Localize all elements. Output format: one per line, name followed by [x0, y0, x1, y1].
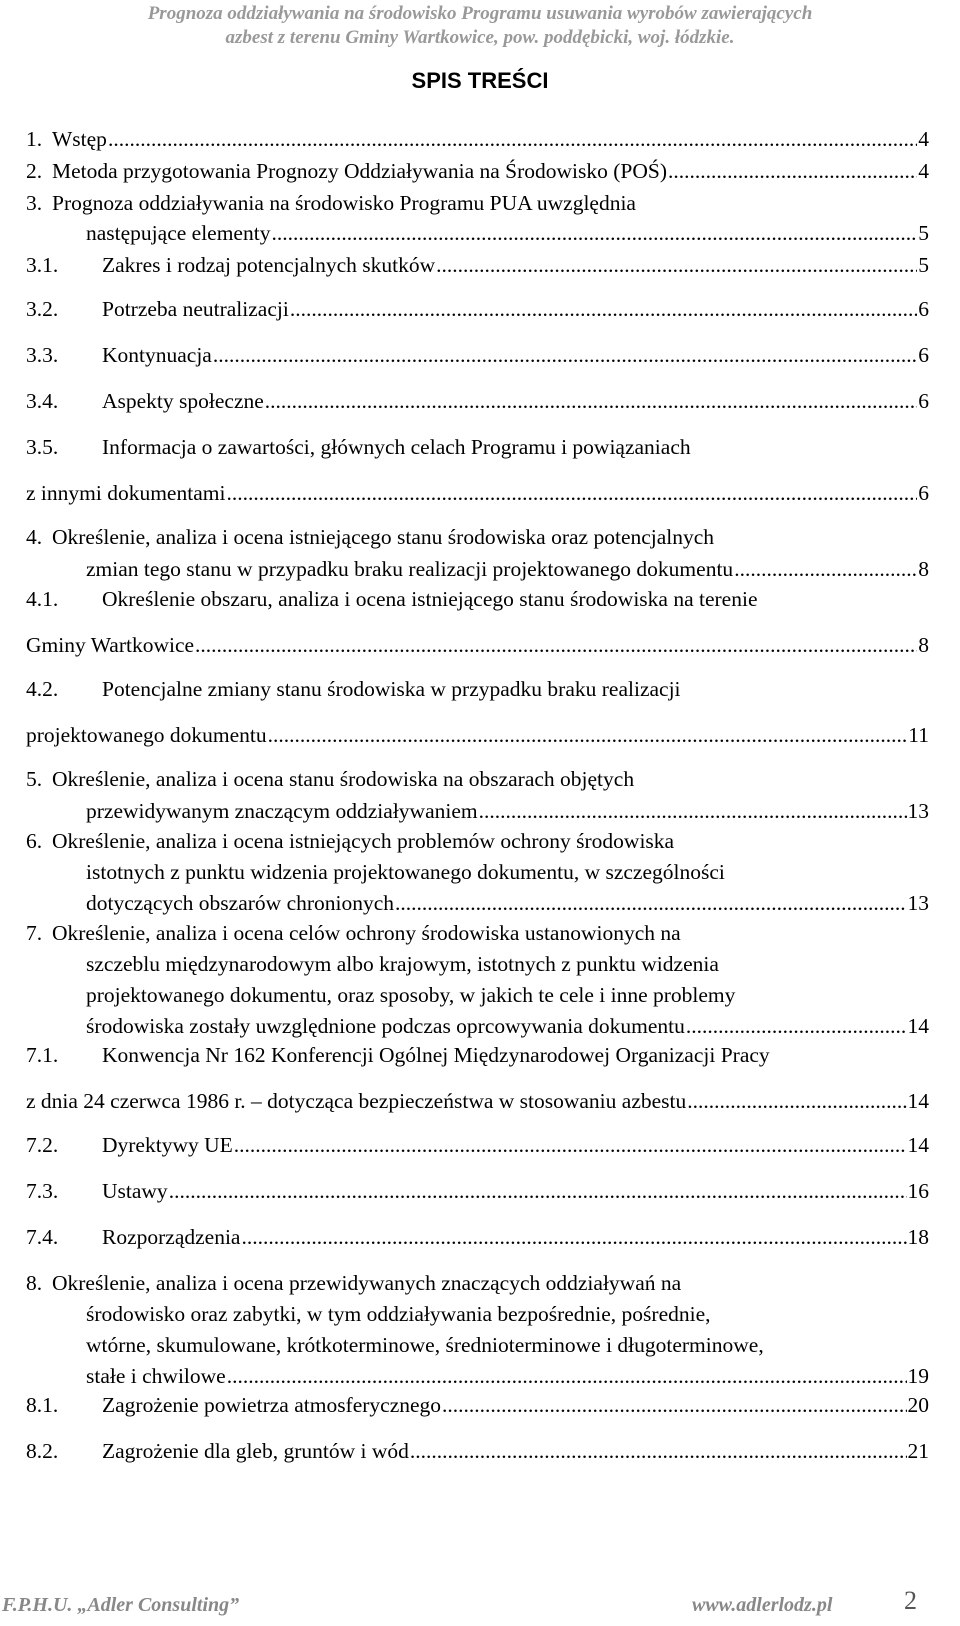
toc-entry-page: 11: [908, 723, 929, 747]
toc-entry-page: 16: [907, 1179, 929, 1203]
toc-dot-leader: [108, 124, 917, 154]
toc-entry-number: 3.: [26, 191, 43, 215]
toc-dot-leader: [436, 250, 917, 280]
toc-dot-leader: [195, 630, 917, 660]
toc-entry-title: środowiska zostały uwzględnione podczas oprcowywania dokumentu: [86, 1014, 685, 1038]
toc-dot-leader: [734, 554, 917, 584]
footer-website: www.adlerlodz.pl: [692, 1594, 833, 1616]
toc-entry-page: 8: [918, 633, 929, 657]
toc-entry-number: 6.: [26, 829, 43, 853]
toc-entry-number: 5.: [26, 767, 43, 791]
toc-entry-number: 8.: [26, 1271, 43, 1295]
toc-entry-number: 3.3.: [26, 343, 59, 367]
toc-entry-title: Kontynuacja: [102, 343, 212, 367]
toc-entry-title: Informacja o zawartości, głównych celach Programu i powiązaniach: [102, 435, 691, 459]
toc-entry-page: 21: [907, 1439, 929, 1463]
page-footer: [0, 1586, 960, 1626]
toc-entry-title: z dnia 24 czerwca 1986 r. – dotycząca bezpieczeństwa w stosowaniu azbestu: [26, 1089, 687, 1113]
toc-entry-title: Określenie, analiza i ocena celów ochrony środowiska ustanowionych na: [52, 921, 681, 945]
toc-entry-title: Aspekty społeczne: [102, 389, 264, 413]
toc-entry-page: 20: [907, 1393, 929, 1417]
toc-entry-page: 5: [918, 253, 929, 277]
toc-entry-number: 4.1.: [26, 587, 59, 611]
footer-page-number: 2: [904, 1586, 917, 1615]
toc-entry-page: 19: [907, 1364, 929, 1388]
toc-entry-number: 7.4.: [26, 1225, 59, 1249]
toc-entry-title: następujące elementy: [86, 221, 271, 245]
toc-entry-page: 8: [918, 557, 929, 581]
toc-entry-title: Zagrożenie dla gleb, gruntów i wód: [102, 1439, 409, 1463]
toc-dot-leader: [271, 218, 917, 248]
toc-entry-page: 13: [907, 891, 929, 915]
toc-entry-title: Gminy Wartkowice: [26, 633, 195, 657]
toc-entry-title: wtórne, skumulowane, krótkoterminowe, średnioterminowe i długoterminowe,: [86, 1333, 764, 1357]
toc-dot-leader: [241, 1222, 906, 1252]
toc-entry-title: Określenie, analiza i ocena stanu środowiska na obszarach objętych: [52, 767, 635, 791]
toc-dot-leader: [213, 340, 917, 370]
toc-entry-title: Określenie, analiza i ocena istniejącego stanu środowiska oraz potencjalnych: [52, 525, 715, 549]
toc-entry-title: projektowanego dokumentu: [26, 723, 267, 747]
toc-dot-leader: [290, 294, 917, 324]
toc-dot-leader: [268, 720, 908, 750]
toc-entry-title: Ustawy: [102, 1179, 168, 1203]
toc-entry-title: Potrzeba neutralizacji: [102, 297, 289, 321]
toc-dot-leader: [265, 386, 917, 416]
toc-entry-title: istotnych z punktu widzenia projektowanego dokumentu, w szczególności: [86, 860, 725, 884]
toc-entry-page: 4: [918, 127, 929, 151]
toc-entry-page: 14: [907, 1133, 929, 1157]
toc-entry-number: 7.3.: [26, 1179, 59, 1203]
toc-entry-title: Zagrożenie powietrza atmosferycznego: [102, 1393, 442, 1417]
toc-entry-page: 6: [918, 389, 929, 413]
toc-entry-page: 18: [907, 1225, 929, 1249]
toc-entry-number: 7.2.: [26, 1133, 59, 1157]
footer-company: F.P.H.U. „Adler Consulting”: [2, 1594, 240, 1616]
running-header: [0, 2, 960, 50]
toc-entry-title: przewidywanym znaczącym oddziaływaniem: [86, 799, 478, 823]
toc-entry-title: środowisko oraz zabytki, w tym oddziaływania bezpośrednie, pośrednie,: [86, 1302, 711, 1326]
toc-entry-number: 4.2.: [26, 677, 59, 701]
toc-entry-title: stałe i chwilowe: [86, 1364, 226, 1388]
toc-entry-page: 14: [907, 1014, 929, 1038]
toc-entry-number: 4.: [26, 525, 43, 549]
toc-entry-number: 3.1.: [26, 253, 59, 277]
toc-entry-title: dotyczących obszarów chronionych: [86, 891, 395, 915]
toc-entry-title: Rozporządzenia: [102, 1225, 241, 1249]
toc-dot-leader: [668, 156, 917, 186]
toc-dot-leader: [234, 1130, 907, 1160]
toc-entry-page: 5: [918, 221, 929, 245]
toc-dot-leader: [479, 796, 907, 826]
toc-entry-page: 6: [918, 343, 929, 367]
toc-entry-page: 6: [918, 481, 929, 505]
toc-dot-leader: [226, 478, 917, 508]
toc-entry-title: Określenie, analiza i ocena istniejących problemów ochrony środowiska: [52, 829, 675, 853]
toc-entry-number: 3.5.: [26, 435, 59, 459]
toc-entry-title: Prognoza oddziaływania na środowisko Programu PUA uwzględnia: [52, 191, 636, 215]
toc-dot-leader: [395, 888, 906, 918]
toc-entry-page: 4: [918, 159, 929, 183]
toc-entry-number: 7.: [26, 921, 43, 945]
toc-entry-number: 3.4.: [26, 389, 59, 413]
toc-entry-title: z innymi dokumentami: [26, 481, 226, 505]
toc-entry-number: 8.2.: [26, 1439, 59, 1463]
toc-dot-leader: [686, 1011, 907, 1041]
toc-dot-leader: [442, 1390, 906, 1420]
toc-entry-title: Metoda przygotowania Prognozy Oddziaływania na Środowisko (POŚ): [52, 159, 668, 183]
toc-entry-page: 6: [918, 297, 929, 321]
toc-entry-title: Konwencja Nr 162 Konferencji Ogólnej Międzynarodowej Organizacji Pracy: [102, 1043, 770, 1067]
toc-entry-title: Określenie, analiza i ocena przewidywanych znaczących oddziaływań na: [52, 1271, 682, 1295]
toc-title: SPIS TREŚCI: [411, 68, 549, 93]
toc-entry-title: Dyrektywy UE: [102, 1133, 233, 1157]
toc-entry-title: zmian tego stanu w przypadku braku realizacji projektowanego dokumentu: [86, 557, 734, 581]
toc-entry-title: Wstęp: [52, 127, 107, 151]
toc-entry-title: Potencjalne zmiany stanu środowiska w przypadku braku realizacji: [102, 677, 681, 701]
toc-entry-number: 1.: [26, 127, 43, 151]
toc-entry-title: szczeblu międzynarodowym albo krajowym, istotnych z punktu widzenia: [86, 952, 719, 976]
toc-entry-page: 13: [907, 799, 929, 823]
toc-entry-title: Zakres i rodzaj potencjalnych skutków: [102, 253, 436, 277]
running-header-line-1: Prognoza oddziaływania na środowisko Programu usuwania wyrobów zawierających: [147, 3, 813, 24]
toc-entry-title: Określenie obszaru, analiza i ocena istniejącego stanu środowiska na terenie: [102, 587, 758, 611]
toc-dot-leader: [410, 1436, 907, 1466]
toc-entry-title: projektowanego dokumentu, oraz sposoby, w jakich te cele i inne problemy: [86, 983, 736, 1007]
toc-dot-leader: [169, 1176, 907, 1206]
toc-entry-number: 3.2.: [26, 297, 59, 321]
toc-entry-number: 7.1.: [26, 1043, 59, 1067]
toc-entry-page: 14: [907, 1089, 929, 1113]
toc-dot-leader: [687, 1086, 906, 1116]
toc-entry-number: 2.: [26, 159, 43, 183]
toc-entry-number: 8.1.: [26, 1393, 59, 1417]
running-header-line-2: azbest z terenu Gminy Wartkowice, pow. poddębicki, woj. łódzkie.: [225, 27, 735, 48]
toc-dot-leader: [227, 1361, 907, 1391]
